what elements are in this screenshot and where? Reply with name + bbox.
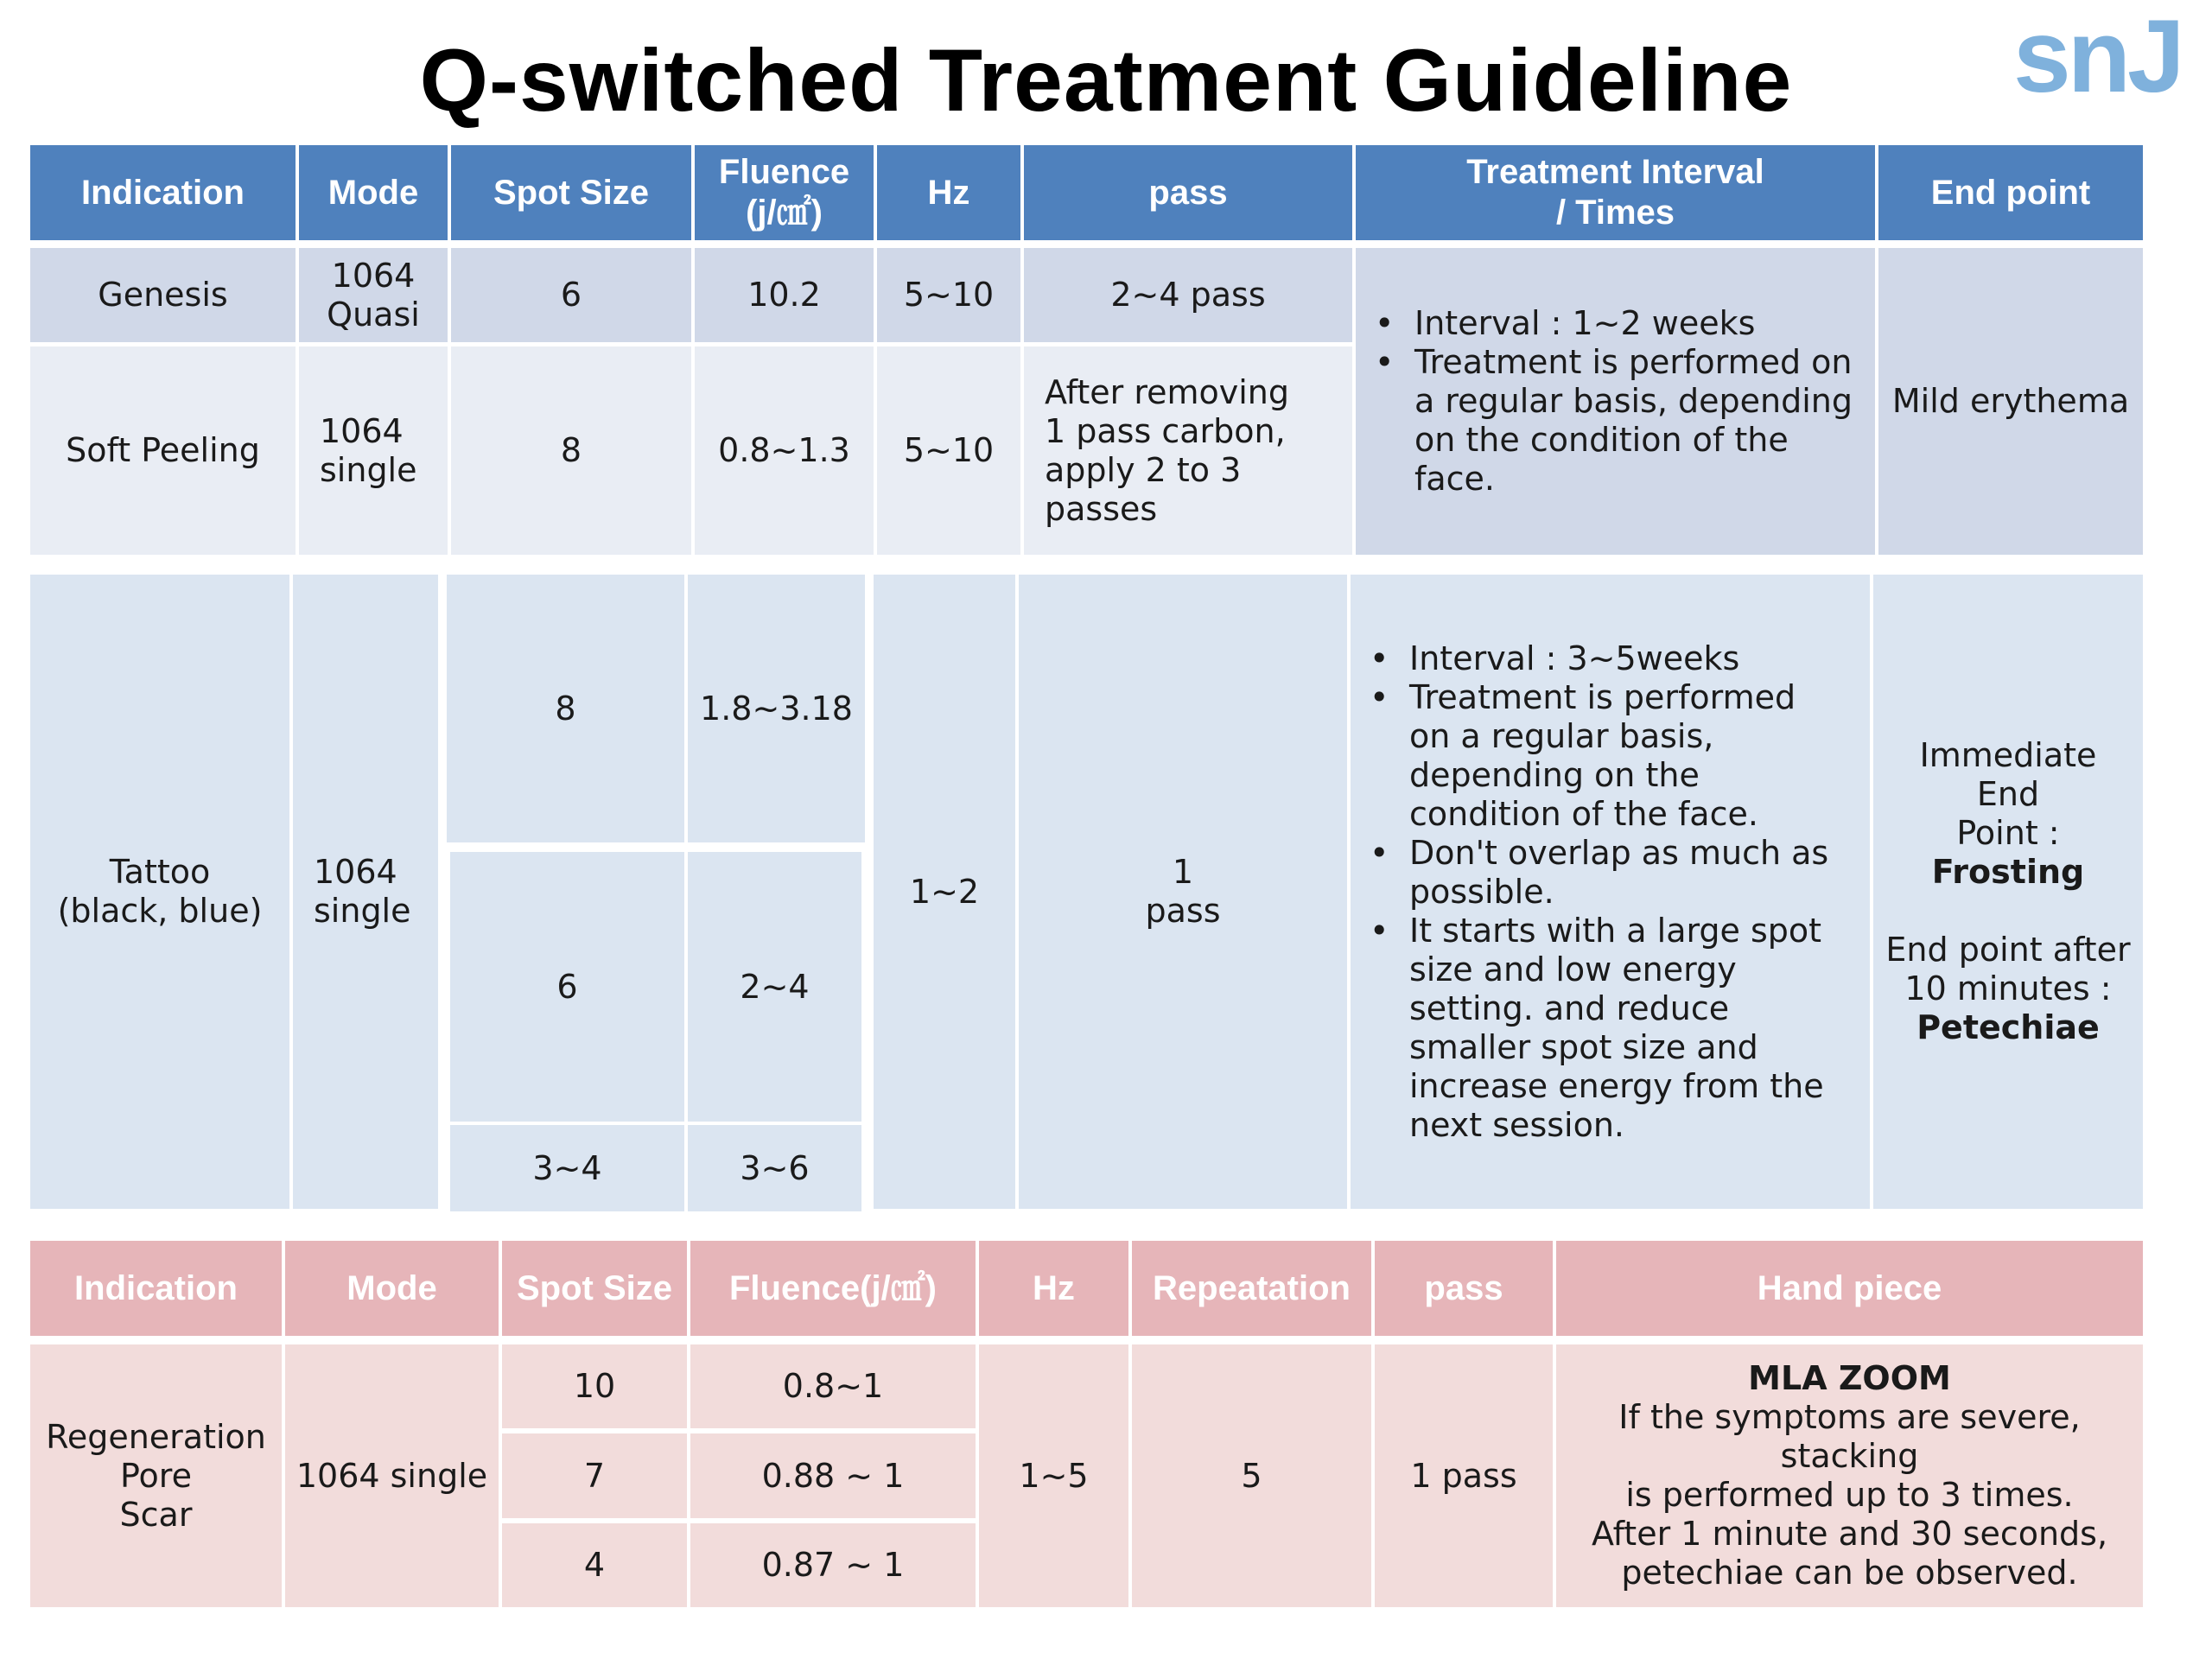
soft-peeling-pass [1024,346,1352,555]
t1-header-end-point: End point [1878,145,2143,240]
t1-interval-bullet: • Interval : 1~2 weeks [1363,304,1863,343]
tattoo-interval-bullet: • Interval : 3~5weeks [1357,639,1844,678]
t3-spot-size: 10 [502,1344,687,1428]
t3-indication-line2: Pore [120,1456,192,1495]
tattoo-interval-bullet: • Don't overlap as much as possible. [1357,834,1844,912]
tattoo-indication-line2: (black, blue) [57,892,263,930]
genesis-fluence: 10.2 [695,248,874,342]
t3-fluence: 0.87 ~ 1 [690,1523,976,1607]
t1-header-indication: Indication [30,145,296,240]
genesis-indication: Genesis [30,248,296,342]
tattoo-spot-size: 3~4 [450,1125,684,1211]
tattoo-pass-line1: 1 [1172,853,1194,891]
tattoo-end-point-line4: 10 minutes : [1904,969,2112,1007]
t1-header-interval [1356,145,1875,240]
tattoo-end-point-petechiae: Petechiae [1916,1008,2100,1046]
genesis-mode-line2: Quasi [327,295,420,334]
tattoo-spot-size: 6 [450,852,684,1122]
t1-interval-bullet: • Treatment is performed on a regular basis, depending on the condition of the face. [1363,343,1863,499]
t1-header-fluence [695,145,874,240]
tattoo-end-point-line2 [1884,814,2133,892]
tattoo-interval-notes [1351,575,1870,1209]
t3-indication-line3: Scar [119,1495,193,1534]
t3-indication-line1: Regeneration [46,1417,266,1456]
tattoo-indication-line1: Tattoo [109,853,211,891]
tattoo-interval-bullet: • It starts with a large spot size and low energy setting. and reduce smaller spot size and increase energy from the next session. [1357,912,1844,1145]
snj-logo: snJ [2013,0,2182,114]
tattoo-mode-line1: 1064 [314,853,397,891]
t1-header-hz: Hz [877,145,1020,240]
t3-header-indication: Indication [30,1241,282,1336]
tattoo-fluence: 3~6 [688,1125,861,1211]
soft-peeling-mode-line1: 1064 [320,411,404,450]
t3-header-hand-piece: Hand piece [1556,1241,2143,1336]
t3-hand-piece-line3: After 1 minute and 30 seconds, [1591,1515,2108,1553]
t3-fluence: 0.88 ~ 1 [690,1433,976,1518]
t1-header-interval-line1: Treatment Interval [1466,153,1764,191]
tattoo-end-point-line3: End point after [1885,931,2131,969]
tattoo-pass-line2: pass [1145,892,1221,930]
genesis-spot-size: 6 [451,248,691,342]
t3-repeatation: 5 [1132,1344,1371,1607]
t3-hand-piece [1556,1344,2143,1607]
t3-indication [30,1344,282,1607]
tattoo-pass [1019,575,1347,1209]
soft-peeling-pass-line2: 1 pass carbon, [1045,411,1286,450]
tattoo-end-point-line1: Immediate End [1919,736,2097,813]
t3-header-repeatation: Repeatation [1132,1241,1371,1336]
tattoo-end-point-prefix: Point : [1956,814,2060,852]
t1-interval-notes [1356,248,1875,555]
tattoo-spot-size: 8 [447,575,684,842]
t3-mode: 1064 single [285,1344,499,1607]
t3-hand-piece-line2: is performed up to 3 times. [1625,1476,2074,1514]
t3-hz: 1~5 [979,1344,1128,1607]
soft-peeling-hz: 5~10 [877,346,1020,555]
genesis-mode-line1: 1064 [331,256,416,295]
t3-hand-piece-line4: petechiae can be observed. [1621,1554,2078,1592]
t3-header-pass: pass [1375,1241,1553,1336]
tattoo-mode [293,575,438,1209]
t1-header-fluence-unit: (j/㎠) [746,194,823,232]
t3-spot-size: 4 [502,1523,687,1607]
tattoo-mode-line2: single [314,892,411,930]
t3-hand-piece-title: MLA ZOOM [1748,1359,1951,1397]
tattoo-interval-bullet: • Treatment is performed on a regular basis, depending on the condition of the face. [1357,678,1844,834]
t1-header-fluence-label: Fluence [718,153,850,191]
t1-header-spot-size: Spot Size [451,145,691,240]
t3-spot-size: 7 [502,1433,687,1518]
genesis-mode [299,248,448,342]
soft-peeling-pass-line1: After removing [1045,372,1290,411]
soft-peeling-indication: Soft Peeling [30,346,296,555]
tattoo-fluence: 2~4 [688,852,861,1122]
t1-header-mode: Mode [299,145,448,240]
tattoo-end-point [1873,575,2143,1209]
t3-header-hz: Hz [979,1241,1128,1336]
tattoo-indication [30,575,289,1209]
t1-end-point: Mild erythema [1878,248,2143,555]
genesis-hz: 5~10 [877,248,1020,342]
t1-header-pass: pass [1024,145,1352,240]
t3-fluence: 0.8~1 [690,1344,976,1428]
tattoo-hz: 1~2 [874,575,1015,1209]
t3-header-spot-size: Spot Size [502,1241,687,1336]
tattoo-end-point-frosting: Frosting [1931,853,2085,891]
soft-peeling-mode [299,346,448,555]
t3-pass: 1 pass [1375,1344,1553,1607]
soft-peeling-mode-line2: single [320,450,417,489]
soft-peeling-fluence: 0.8~1.3 [695,346,874,555]
soft-peeling-spot-size: 8 [451,346,691,555]
genesis-pass: 2~4 pass [1024,248,1352,342]
t3-hand-piece-line1: If the symptoms are severe, stacking [1618,1398,2081,1475]
t3-header-mode: Mode [285,1241,499,1336]
tattoo-fluence: 1.8~3.18 [688,575,865,842]
page-title: Q-switched Treatment Guideline [419,31,1793,130]
soft-peeling-pass-line3: apply 2 to 3 passes [1045,450,1242,528]
t3-header-fluence: Fluence(j/㎠) [690,1241,976,1336]
t1-header-interval-line2: / Times [1555,194,1675,232]
